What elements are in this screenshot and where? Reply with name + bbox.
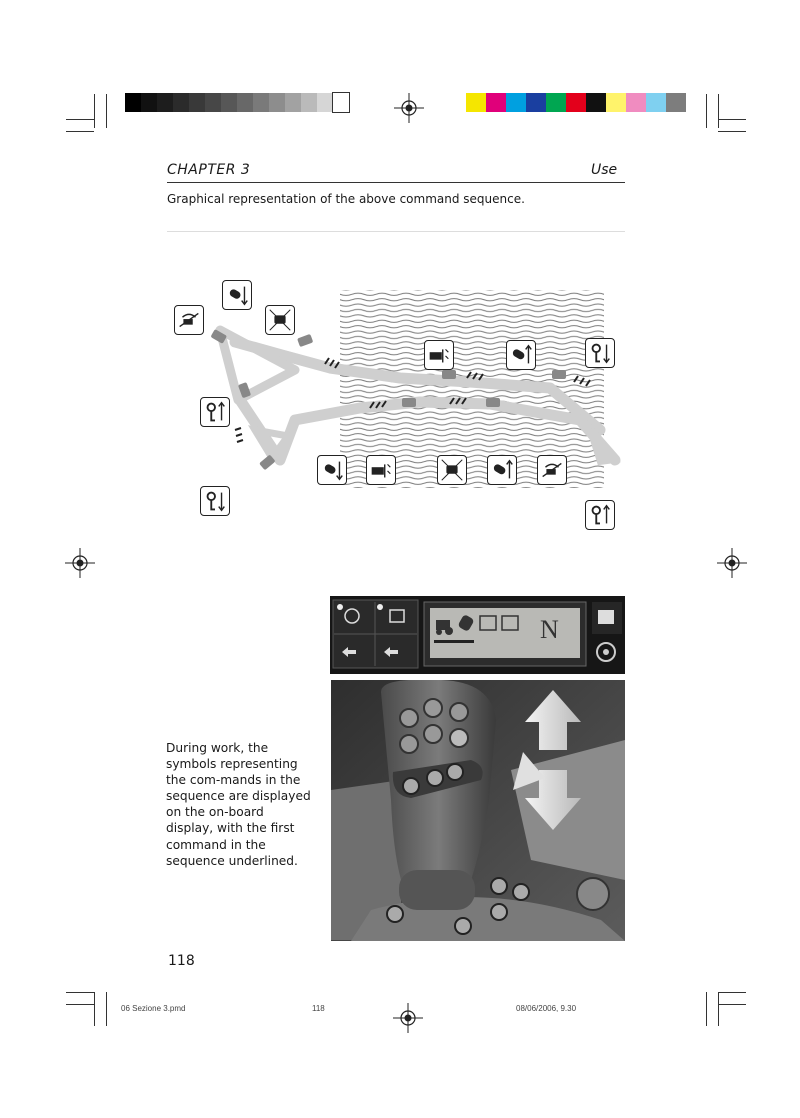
pto-engage-icon: [366, 455, 396, 485]
color-swatch: [486, 93, 506, 112]
crop-mark: [94, 94, 95, 128]
implement-raise-icon: [487, 455, 517, 485]
four-wheel-drive-off-icon: [265, 305, 295, 335]
color-swatch: [317, 93, 333, 112]
color-swatch: [586, 93, 606, 112]
crop-mark: [706, 992, 707, 1026]
registration-mark-icon: [393, 1003, 423, 1033]
hitch-lower-icon: [200, 486, 230, 516]
section-title: Use: [591, 162, 618, 178]
crop-mark: [106, 992, 107, 1026]
joystick-button: [400, 709, 418, 727]
pto-engage-icon: [424, 340, 454, 370]
slug-file-name: 06 Sezione 3.pmd: [121, 1004, 186, 1013]
registration-mark-icon: [65, 548, 95, 578]
implement-lower-icon: [317, 455, 347, 485]
tractor-icon: [442, 370, 456, 379]
differential-lock-icon: [174, 305, 204, 335]
color-swatch: [173, 93, 189, 112]
crop-mark: [718, 992, 746, 993]
color-swatch: [125, 93, 141, 112]
color-swatch: [141, 93, 157, 112]
color-swatch: [466, 93, 486, 112]
chapter-title: CHAPTER 3: [167, 162, 251, 178]
crop-mark: [66, 119, 94, 120]
crop-mark: [94, 992, 95, 1026]
crop-mark: [718, 992, 719, 1026]
joystick-button: [400, 735, 418, 753]
joystick-button: [447, 764, 463, 780]
console-button: [513, 884, 529, 900]
diagram-caption: Graphical representation of the above command sequence.: [167, 192, 525, 206]
body-paragraph: During work, the symbols representing the com-mands in the sequence are displayed on the on-board display, with the first command in the sequence underlined.: [166, 741, 311, 868]
registration-mark-icon: [394, 93, 424, 123]
console-button: [491, 904, 507, 920]
color-swatch: [666, 93, 686, 112]
hitch-raise-icon: [200, 397, 230, 427]
divider: [167, 231, 625, 232]
slug-page-number: 118: [312, 1004, 325, 1013]
color-swatch: [301, 93, 317, 112]
console-button: [455, 918, 471, 934]
differential-lock-icon: [537, 455, 567, 485]
crop-mark: [718, 131, 746, 132]
color-swatch: [646, 93, 666, 112]
implement-lower-icon: [222, 280, 252, 310]
joystick-button: [450, 703, 468, 721]
color-swatch: [526, 93, 546, 112]
color-swatch: [566, 93, 586, 112]
color-swatch: [221, 93, 237, 112]
gear-indicator: N: [540, 615, 559, 644]
joystick-button: [427, 770, 443, 786]
tractor-icon: [552, 370, 566, 379]
crop-mark: [66, 1004, 94, 1005]
color-swatch: [333, 93, 349, 112]
four-wheel-drive-off-icon: [437, 455, 467, 485]
hitch-lower-icon: [585, 338, 615, 368]
tractor-icon: [402, 398, 416, 407]
field-sequence-diagram: [160, 270, 630, 545]
crop-mark: [66, 131, 94, 132]
color-swatch: [285, 93, 301, 112]
color-swatch: [253, 93, 269, 112]
color-swatch: [157, 93, 173, 112]
crop-mark: [66, 992, 94, 993]
joystick-photo: [331, 680, 625, 941]
joystick-button: [424, 699, 442, 717]
implement-raise-icon: [506, 340, 536, 370]
onboard-display-photo: [330, 596, 625, 674]
joystick-button: [424, 725, 442, 743]
registration-mark-icon: [717, 548, 747, 578]
crop-mark: [718, 94, 719, 128]
tractor-icon: [297, 334, 313, 347]
color-swatch: [189, 93, 205, 112]
color-swatch: [606, 93, 626, 112]
page-number: 118: [168, 953, 195, 969]
color-swatch: [205, 93, 221, 112]
header-rule: [167, 182, 625, 183]
crop-mark: [706, 94, 707, 128]
joystick-button: [450, 729, 468, 747]
crop-mark: [718, 119, 746, 120]
hitch-raise-icon: [585, 500, 615, 530]
joystick-button: [403, 778, 419, 794]
color-swatch: [237, 93, 253, 112]
color-swatch: [626, 93, 646, 112]
console-button: [491, 878, 507, 894]
gear-knob: [577, 878, 609, 910]
crop-mark: [106, 94, 107, 128]
crop-mark: [718, 1004, 746, 1005]
console-button: [387, 906, 403, 922]
color-swatch: [546, 93, 566, 112]
tractor-icon: [486, 398, 500, 407]
color-swatch: [506, 93, 526, 112]
slug-timestamp: 08/06/2006, 9.30: [516, 1004, 577, 1013]
tractor-path: [220, 330, 295, 400]
color-swatch: [269, 93, 285, 112]
